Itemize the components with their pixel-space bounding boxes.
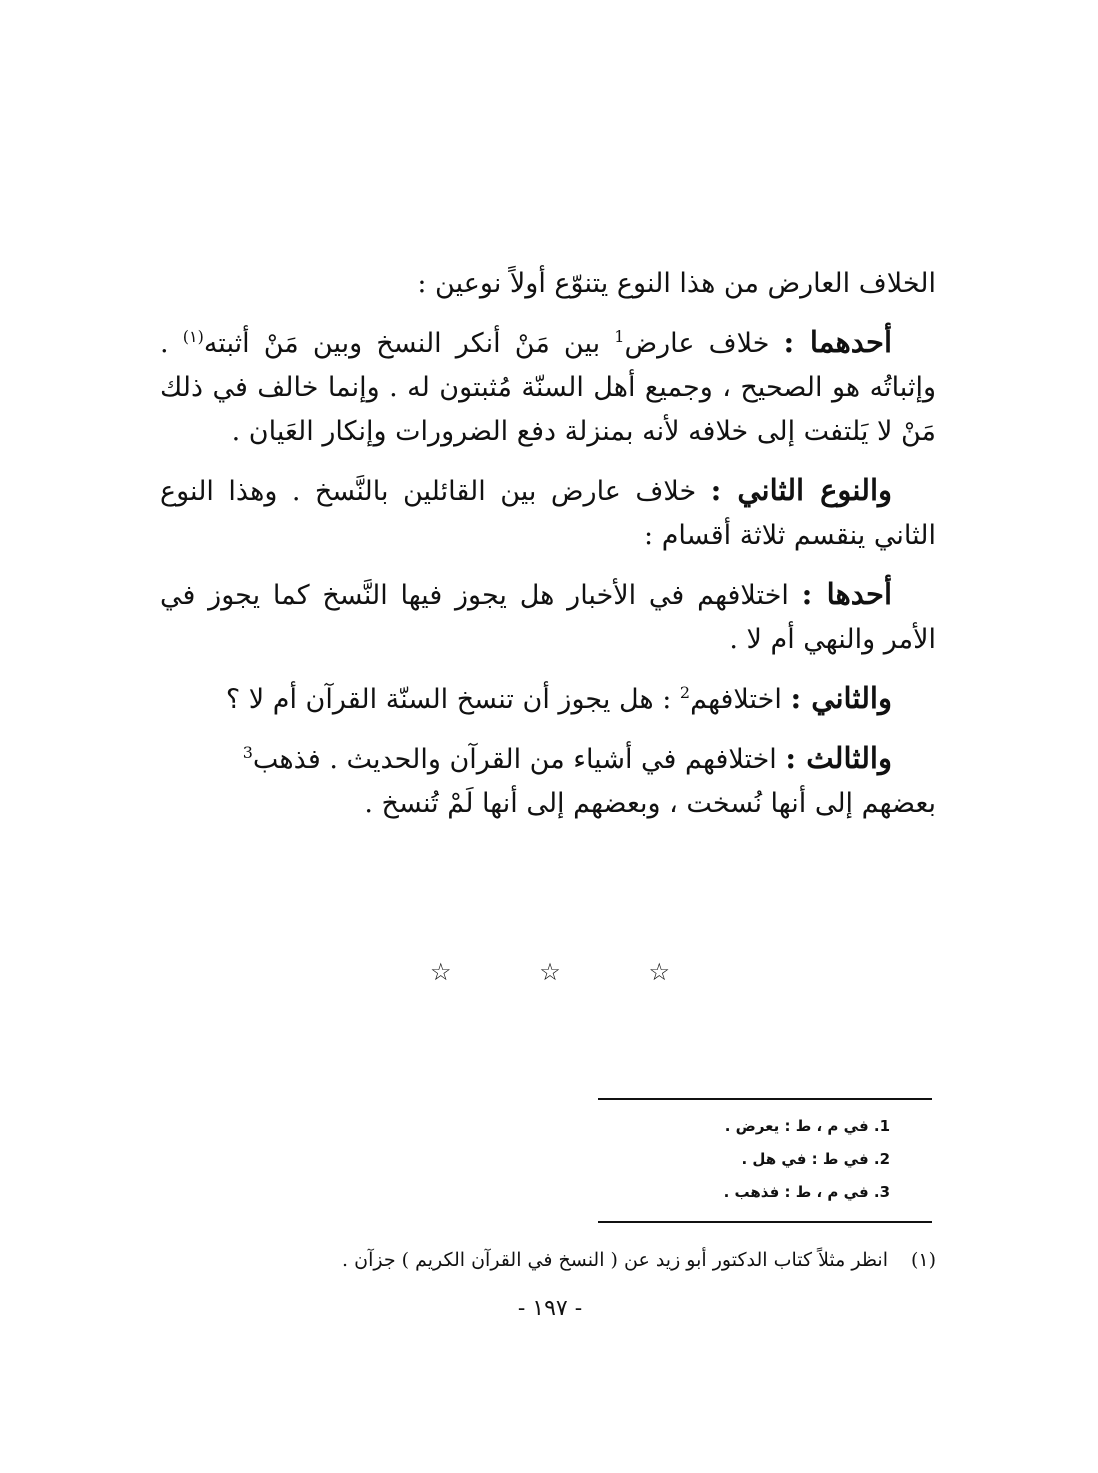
paragraph-first-type: [160, 320, 936, 454]
original-note-ref[interactable]: (١): [182, 327, 204, 346]
label-section-three: والثالث :: [785, 741, 892, 775]
paragraph-section-three: [160, 736, 936, 826]
main-text: [160, 262, 936, 840]
footnote-ref-2[interactable]: 2: [679, 683, 691, 702]
footnote-item: 2. في ط : في هل .: [741, 1150, 890, 1168]
section-separator: [430, 958, 670, 986]
footnote-list: [600, 1110, 890, 1209]
text-first-c: . وإثباتُه هو الصحيح ، وجميع أهل السنّة مُثبتون له . وإنما خالف في ذلك مَنْ لا يَلتفت إلى خلافه لأنه بمنزلة دفع الضرورات وإنكار العَيان .: [160, 328, 936, 447]
text-section-three-a: اختلافهم في أشياء من القرآن والحديث . فذهب: [252, 744, 777, 775]
text-section-one: اختلافهم في الأخبار هل يجوز فيها النَّسخ كما يجوز في الأمر والنهي أم لا .: [160, 580, 936, 655]
label-section-one: أحدها :: [801, 577, 892, 611]
star-icon: ☆: [539, 958, 561, 986]
original-footnote-mark: (١): [910, 1249, 936, 1271]
label-section-two: والثاني :: [790, 681, 892, 715]
footnote-item: 1. في م ، ط : يعرض .: [724, 1117, 890, 1135]
label-second-type: والنوع الثاني :: [710, 473, 893, 507]
star-icon: ☆: [648, 958, 670, 986]
text-section-two-a: اختلافهم: [690, 684, 782, 715]
text-section-two-b: : هل يجوز أن تنسخ السنّة القرآن أم لا ؟: [225, 684, 672, 715]
footnote-divider-bottom: [598, 1221, 932, 1223]
paragraph-section-two: [160, 676, 936, 722]
footnote-item: 3. في م ، ط : فذهب .: [723, 1183, 890, 1201]
footnote-divider-top: [598, 1098, 932, 1100]
intro-paragraph: [160, 262, 936, 306]
paragraph-second-type: [160, 468, 936, 558]
star-icon: ☆: [430, 958, 452, 986]
original-footnote: [300, 1245, 936, 1275]
text-second-type: خلاف عارض بين القائلين بالنَّسخ . وهذا النوع الثاني ينقسم ثلاثة أقسام :: [160, 476, 936, 551]
original-footnote-text: انظر مثلاً كتاب الدكتور أبو زيد عن ( النسخ في القرآن الكريم ) جزآن .: [342, 1249, 888, 1271]
paragraph-section-one: [160, 572, 936, 662]
intro-text: الخلاف العارض من هذا النوع يتنوّع أولاً نوعين :: [417, 268, 936, 299]
text-first-b: بين مَنْ أنكر النسخ وبين مَنْ أثبته: [203, 328, 601, 359]
text-first-a: خلاف عارض: [624, 328, 770, 359]
text-section-three-b: بعضهم إلى أنها نُسخت ، وبعضهم إلى أنها لَمْ تُنسخ .: [364, 788, 936, 819]
label-first: أحدهما :: [783, 325, 892, 359]
footnote-ref-1[interactable]: 1: [614, 327, 625, 346]
footnote-ref-3[interactable]: 3: [242, 743, 253, 762]
page-number: - ١٩٧ -: [517, 1296, 583, 1321]
